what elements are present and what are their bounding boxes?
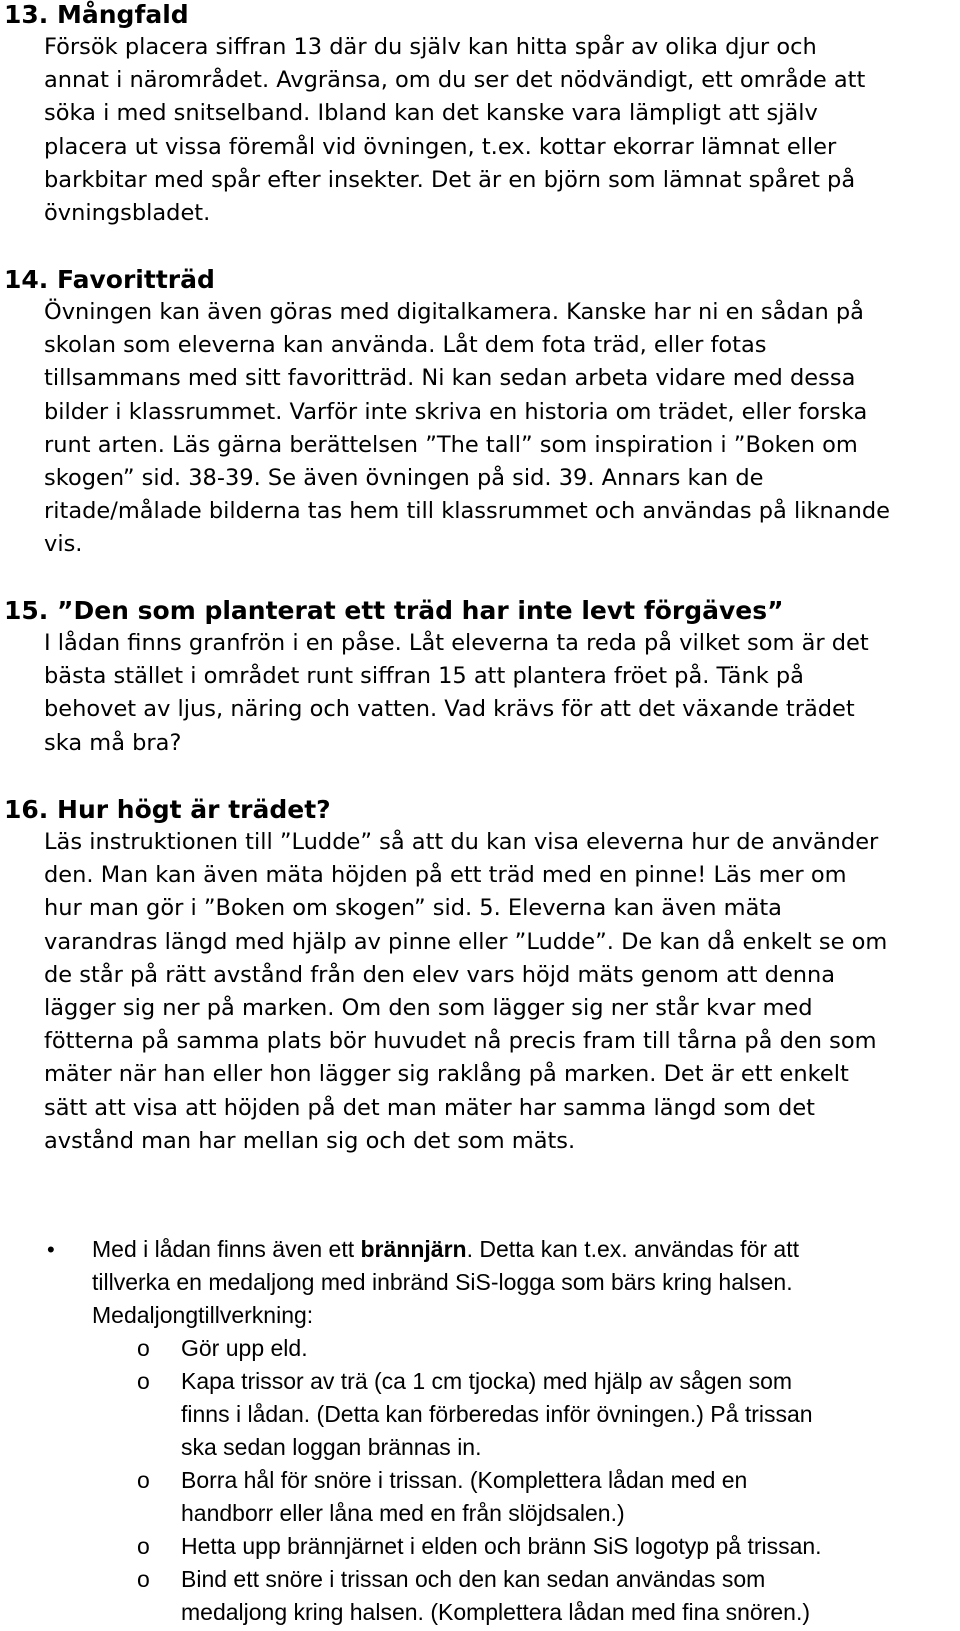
text-line: Försök placera siffran 13 där du själv kan hitta spår av olika djur och (44, 34, 817, 60)
text-line: avstånd man har mellan sig och det som mäts. (44, 1127, 576, 1154)
sub-marker: o (137, 1566, 150, 1592)
sub-marker: o (137, 1335, 150, 1361)
text-line: ska sedan loggan brännas in. (181, 1434, 482, 1460)
text-line: lägger sig ner på marken. Om den som lägger sig ner står kvar med (44, 995, 813, 1022)
text-line: I lådan finns granfrön i en påse. Låt eleverna ta reda på vilket som är det (44, 630, 869, 656)
sub-marker: o (137, 1467, 150, 1493)
section-body (0, 826, 944, 1158)
text-line: bästa stället i området runt siffran 15 att plantera fröet på. Tänk på (44, 663, 804, 690)
text-line: handborr eller låna med en från slöjdsalen.) (181, 1500, 625, 1526)
sub-list-item (0, 1332, 960, 1365)
text-line: vis. (44, 531, 83, 558)
text-line: Medaljongtillverkning: (92, 1302, 314, 1328)
text-line: de står på rätt avstånd från den elev vars höjd mäts genom att denna (44, 961, 836, 988)
emphasis-text: brännjärn (360, 1236, 467, 1262)
section-title: ”Den som planterat ett träd har inte levt förgäves” (57, 596, 784, 625)
section-13 (0, 0, 960, 230)
text-line: tillverka en medaljong med inbränd SiS-logga som bärs kring halsen. (92, 1269, 793, 1295)
sub-list-item (0, 1563, 960, 1629)
text-line: sätt att visa att höjden på det man mäter har samma längd som det (44, 1094, 815, 1121)
text-line (92, 1233, 960, 1266)
section-heading (0, 596, 960, 626)
sub-marker: o (137, 1368, 150, 1394)
list-item (0, 1233, 960, 1332)
section-heading (0, 0, 960, 30)
sub-marker: o (137, 1533, 150, 1559)
text-line: den. Man kan även mäta höjden på ett träd med en pinne! Läs mer om (44, 862, 847, 889)
text-line: fötterna på samma plats bör huvudet nå precis fram till tårna på den som (44, 1028, 877, 1055)
text-fragment: Med i lådan finns även ett (92, 1236, 361, 1262)
bullet-list (0, 1233, 960, 1629)
text-line: finns i lådan. (Detta kan förberedas inför övningen.) På trissan (181, 1401, 813, 1427)
section-number: 15. (4, 596, 49, 625)
text-line: Läs instruktionen till ”Ludde” så att du kan visa eleverna hur de använder (44, 829, 879, 855)
section-body (0, 31, 944, 230)
text-line: övningsbladet. (44, 200, 211, 227)
text-line: placera ut vissa föremål vid övningen, t.ex. kottar ekorrar lämnat eller (44, 133, 837, 160)
text-line: annat i närområdet. Avgränsa, om du ser det nödvändigt, ett område att (44, 67, 866, 94)
text-line: mäter när han eller hon lägger sig raklång på marken. Det är ett enkelt (44, 1061, 849, 1088)
section-number: 14. (4, 265, 49, 294)
text-line: barkbitar med spår efter insekter. Det är en björn som lämnat spåret på (44, 166, 856, 193)
section-15 (0, 596, 960, 760)
bullet-marker: • (47, 1237, 55, 1262)
text-line: Hetta upp brännjärnet i elden och bränn SiS logotyp på trissan. (181, 1533, 822, 1559)
section-body (0, 627, 944, 760)
section-14 (0, 265, 960, 562)
section-title: Favoritträd (57, 265, 215, 294)
sub-list-item (0, 1365, 960, 1464)
text-fragment: . Detta kan t.ex. användas för att (466, 1236, 799, 1262)
text-line: skolan som eleverna kan använda. Låt dem fota träd, eller fotas (44, 332, 767, 359)
text-line: hur man gör i ”Boken om skogen” sid. 5. Eleverna kan även mäta (44, 895, 782, 922)
section-number: 13. (4, 0, 49, 29)
text-line: ska må bra? (44, 729, 182, 756)
text-line: ritade/målade bilderna tas hem till klassrummet och användas på liknande (44, 498, 890, 525)
text-line: tillsammans med sitt favoritträd. Ni kan sedan arbeta vidare med dessa (44, 365, 856, 392)
text-line: bilder i klassrummet. Varför inte skriva en historia om trädet, eller forska (44, 398, 868, 425)
sub-list-item (0, 1464, 960, 1530)
text-line: Borra hål för snöre i trissan. (Komplettera lådan med en (181, 1467, 748, 1493)
text-line: runt arten. Läs gärna berättelsen ”The tall” som inspiration i ”Boken om (44, 431, 858, 458)
section-16 (0, 795, 960, 1158)
section-title: Mångfald (57, 0, 189, 29)
text-line: medaljong kring halsen. (Komplettera lådan med fina snören.) (181, 1599, 811, 1625)
section-heading (0, 795, 960, 825)
text-line: Övningen kan även göras med digitalkamera. Kanske har ni en sådan på (44, 299, 864, 325)
sub-list-item (0, 1530, 960, 1563)
sub-list (0, 1332, 960, 1629)
section-number: 16. (4, 795, 49, 824)
section-heading (0, 265, 960, 295)
text-line: söka i med snitselband. Ibland kan det kanske vara lämpligt att själv (44, 100, 818, 127)
text-line: Gör upp eld. (181, 1335, 308, 1361)
text-line: Bind ett snöre i trissan och den kan sedan användas som (181, 1566, 766, 1592)
text-line: skogen” sid. 38-39. Se även övningen på sid. 39. Annars kan de (44, 465, 764, 492)
text-line: behovet av ljus, näring och vatten. Vad krävs för att det växande trädet (44, 696, 855, 723)
section-body (0, 296, 944, 562)
text-line: varandras längd med hjälp av pinne eller ”Ludde”. De kan då enkelt se om (44, 928, 888, 955)
text-line: Kapa trissor av trä (ca 1 cm tjocka) med hjälp av sågen som (181, 1368, 793, 1394)
section-title: Hur högt är trädet? (57, 795, 331, 824)
